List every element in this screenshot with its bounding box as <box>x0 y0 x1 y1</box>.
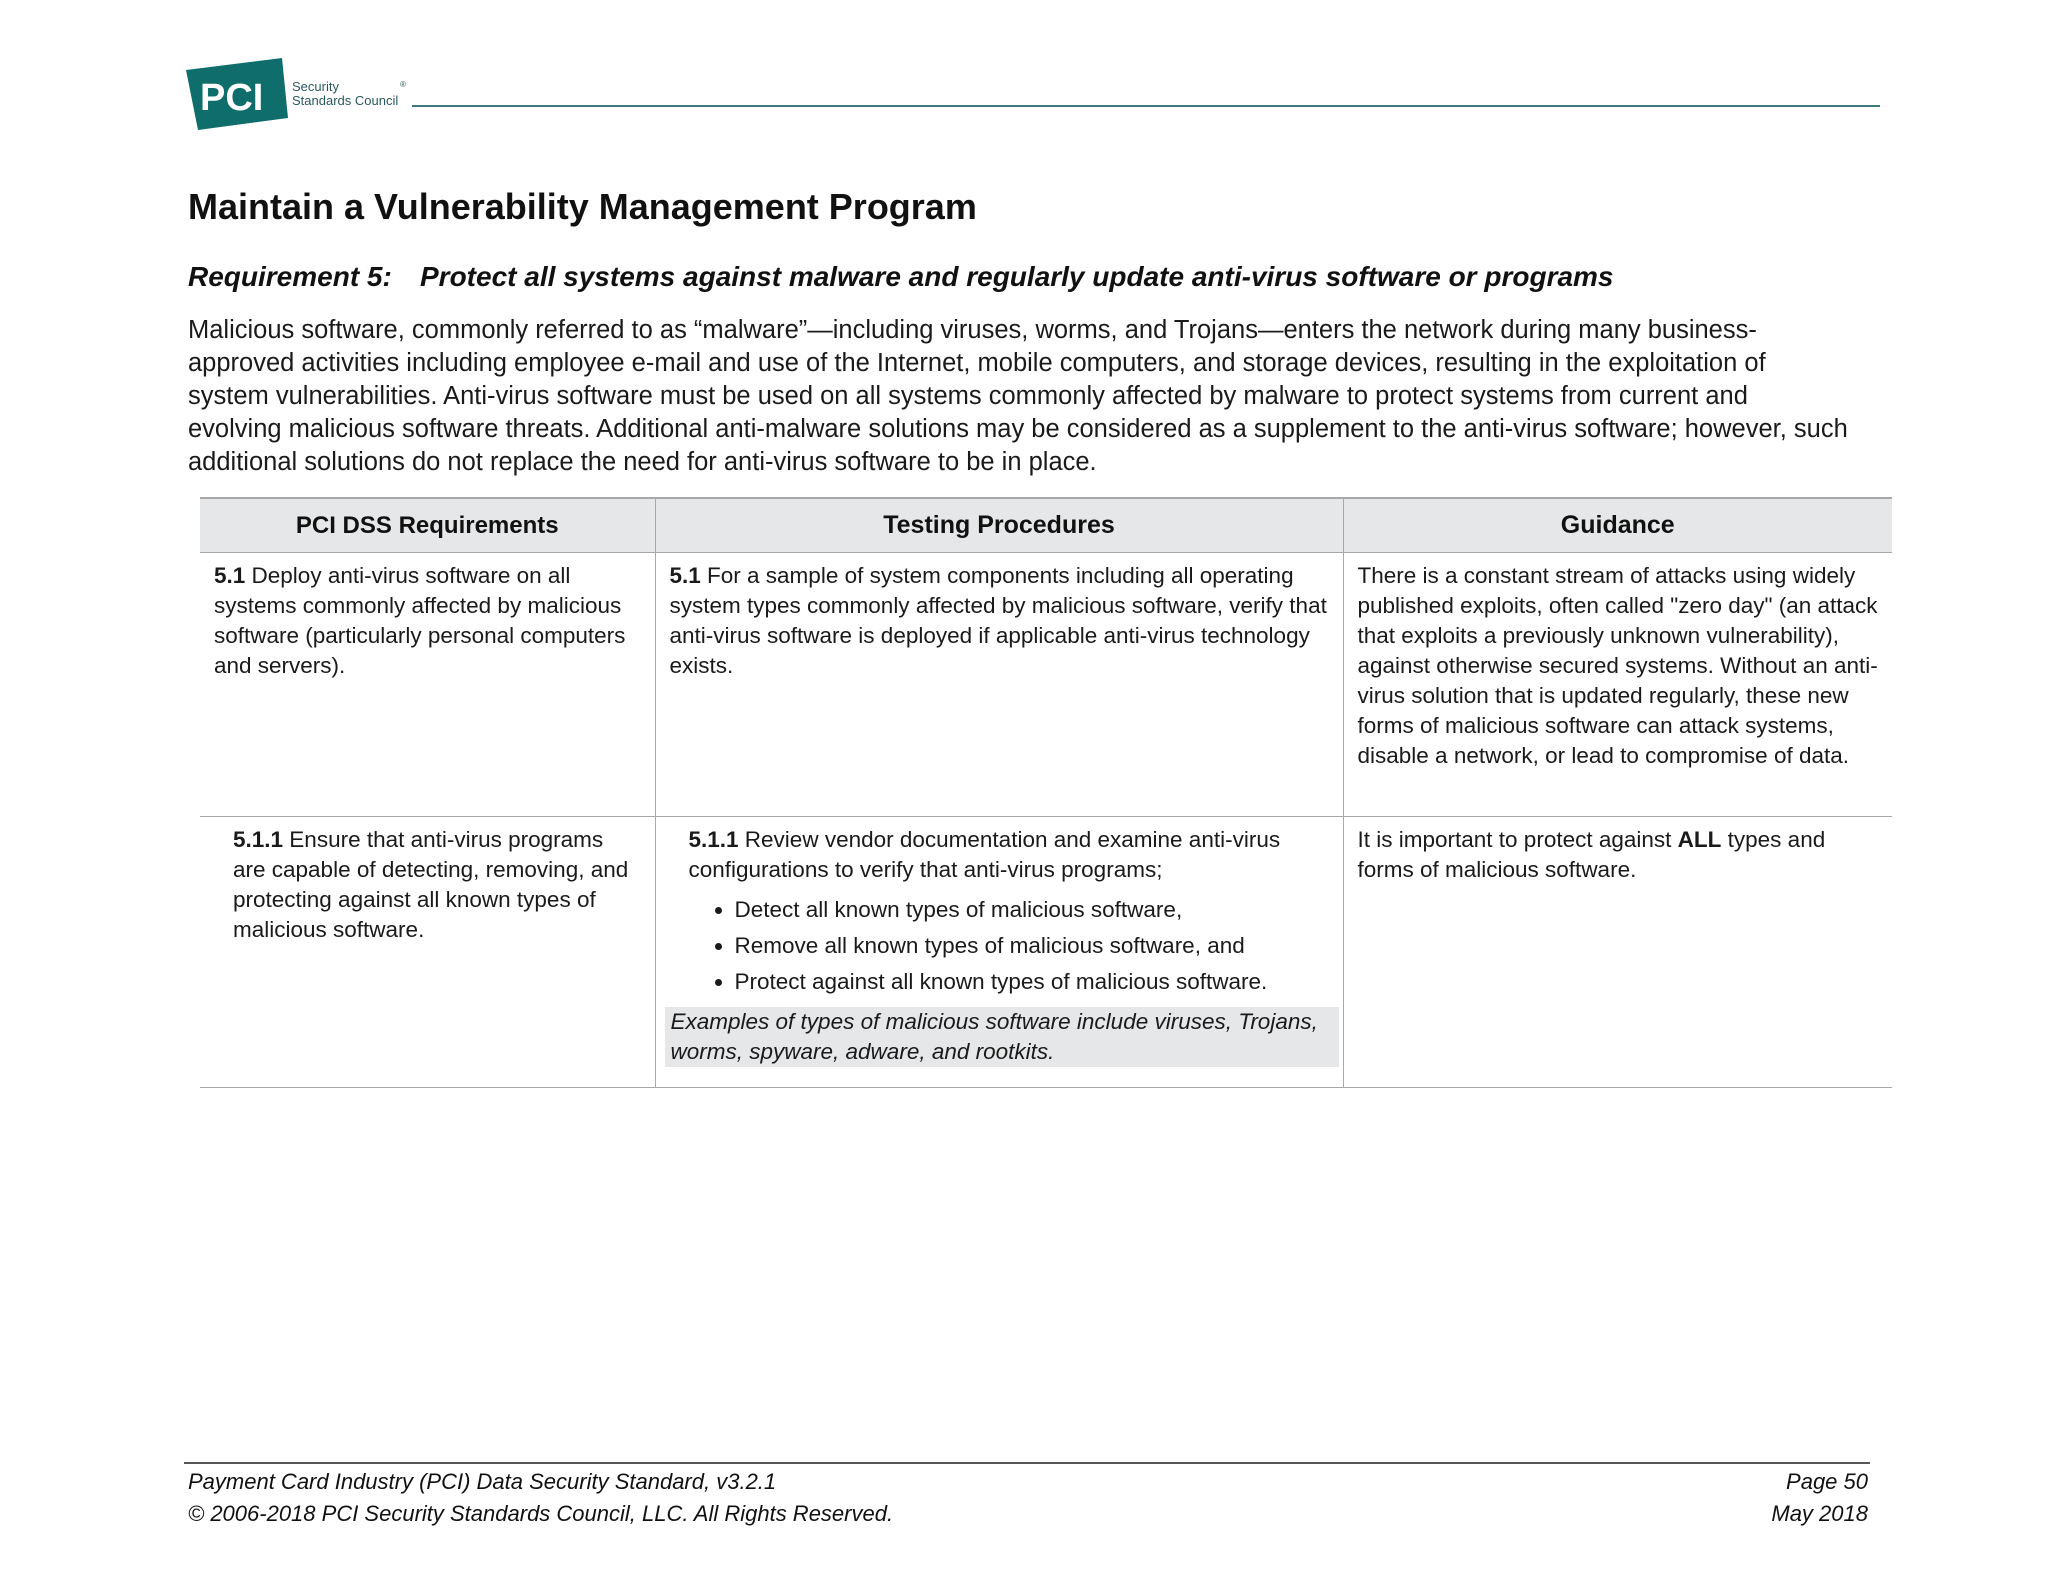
footer-page-number: Page 50 <box>1786 1469 1868 1494</box>
page-title: Maintain a Vulnerability Management Program <box>188 186 977 227</box>
guidance-cell <box>1343 553 1892 817</box>
guidance-emphasis: ALL <box>1677 827 1722 852</box>
footer-copyright: © 2006-2018 PCI Security Standards Council, LLC. All Rights Reserved. <box>188 1501 894 1526</box>
testing-number: 5.1.1 <box>688 827 739 852</box>
testing-cell <box>655 553 1343 817</box>
list-item: • Remove all known types of malicious software, and <box>735 931 1329 961</box>
column-header-guidance: Guidance <box>1343 498 1892 553</box>
table-row <box>200 817 1892 1088</box>
logo-mark-text: PCI <box>200 77 264 119</box>
guidance-cell <box>1343 817 1892 1088</box>
header-divider <box>412 105 1880 107</box>
requirement-title: Protect all systems against malware and regularly update anti-virus software or programs <box>420 261 1614 292</box>
requirement-cell <box>200 817 655 1088</box>
logo-wordmark <box>292 80 398 108</box>
testing-number: 5.1 <box>669 563 701 588</box>
pci-logo <box>186 58 420 130</box>
requirement-text: Deploy anti-virus software on all systems commonly affected by malicious software (particularly personal computers and servers). <box>214 563 626 678</box>
testing-cell <box>655 817 1343 1088</box>
footer-date: May 2018 <box>1771 1501 1868 1526</box>
footer-left <box>188 1466 893 1530</box>
testing-text: For a sample of system components including all operating system types commonly affected by malicious software, verify that anti-virus software is deployed if applicable anti-virus technology exists. <box>669 563 1327 678</box>
footer-right <box>1771 1466 1868 1530</box>
registered-mark: ® <box>400 80 406 89</box>
table-row <box>200 553 1892 817</box>
logo-wordmark-line1: Security <box>292 79 339 94</box>
requirements-table <box>200 497 1892 1088</box>
requirement-number: 5.1.1 <box>233 827 284 852</box>
table-header-row <box>200 498 1892 553</box>
logo-wordmark-line2: Standards Council <box>292 93 399 108</box>
column-header-requirements: PCI DSS Requirements <box>200 498 655 553</box>
testing-text: Review vendor documentation and examine anti-virus configurations to verify that anti-virus programs; <box>688 827 1281 882</box>
requirement-heading <box>188 261 1614 293</box>
list-item: • Detect all known types of malicious software, <box>735 895 1329 925</box>
footer-divider <box>184 1462 1870 1464</box>
requirement-cell <box>200 553 655 817</box>
guidance-text-pre: It is important to protect against <box>1357 827 1678 852</box>
footer-document-title: Payment Card Industry (PCI) Data Security Standard, v3.2.1 <box>188 1469 777 1494</box>
pci-logo-mark-icon <box>186 58 288 130</box>
requirement-text: Ensure that anti-virus programs are capable of detecting, removing, and protecting against all known types of malicious software. <box>233 827 629 942</box>
requirement-label: Requirement 5: <box>188 261 392 292</box>
guidance-text-post: types and forms of malicious software. <box>1357 827 1826 882</box>
requirement-number: 5.1 <box>214 563 246 588</box>
testing-bullet-list <box>689 895 1329 997</box>
list-item: • Protect against all known types of malicious software. <box>735 967 1329 997</box>
examples-note: Examples of types of malicious software include viruses, Trojans, worms, spyware, adware, and rootkits. <box>665 1007 1339 1067</box>
guidance-text: There is a constant stream of attacks using widely published exploits, often called "zero day" (an attack that exploits a previously unknown vulnerability), against otherwise secured systems. Without an anti-virus solution that is updated regularly, these new forms of malicious software can attack systems, disable a network, or lead to compromise of data. <box>1357 563 1878 768</box>
intro-paragraph: Malicious software, commonly referred to as “malware”—including viruses, worms, and Trojans—enters the network during many business-approved activities including employee e-mail and use of the Internet, mobile computers, and storage devices, resulting in the exploitation of system vulnerabilities. Anti-virus software must be used on all systems commonly affected by malware to protect systems from current and evolving malicious software threats. Additional anti-malware solutions may be considered as a supplement to the anti-virus software; however, such additional solutions do not replace the need for anti-virus software to be in place. <box>188 316 1848 476</box>
column-header-testing: Testing Procedures <box>655 498 1343 553</box>
